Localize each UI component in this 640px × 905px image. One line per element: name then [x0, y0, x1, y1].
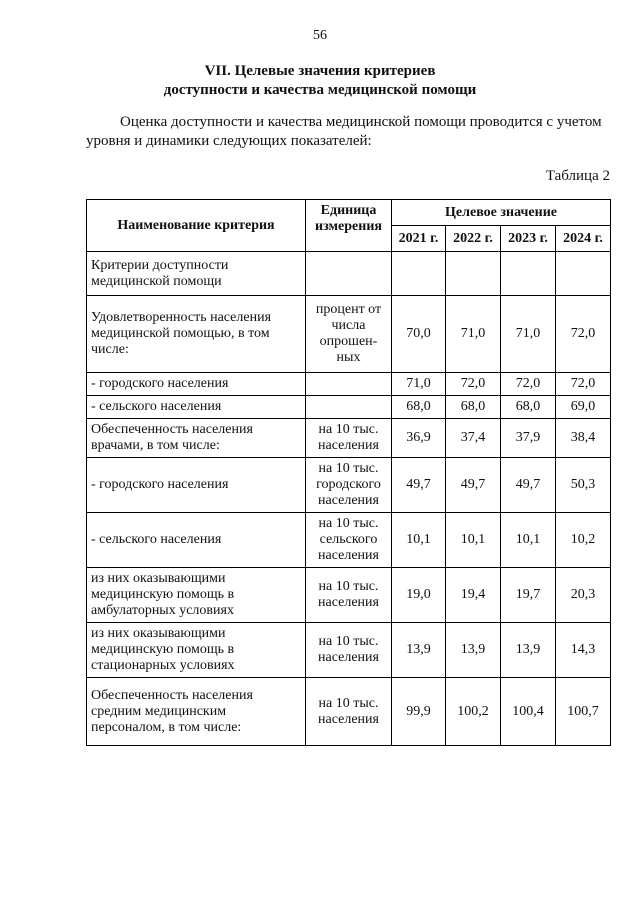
table-row — [87, 678, 611, 746]
value-cell — [446, 252, 501, 296]
criterion-unit: на 10 тыс. населения — [306, 568, 392, 623]
table-row — [87, 419, 611, 458]
criterion-unit — [306, 396, 392, 419]
header-criterion-name: Наименование критерия — [87, 200, 306, 252]
header-year: 2024 г. — [556, 226, 611, 252]
value-cell: 71,0 — [501, 296, 556, 373]
value-cell: 72,0 — [556, 373, 611, 396]
value-cell: 13,9 — [501, 623, 556, 678]
criterion-name: - городского населения — [87, 458, 306, 513]
table-row — [87, 568, 611, 623]
section-title-line-2: доступности и качества медицинской помощи — [163, 82, 477, 98]
criterion-unit: на 10 тыс. населения — [306, 623, 392, 678]
criterion-name: Критерии доступности медицинской помощи — [87, 252, 306, 296]
value-cell: 71,0 — [446, 296, 501, 373]
value-cell: 37,9 — [501, 419, 556, 458]
value-cell — [392, 252, 446, 296]
value-cell: 13,9 — [446, 623, 501, 678]
value-cell: 19,7 — [501, 568, 556, 623]
value-cell: 72,0 — [556, 296, 611, 373]
criteria-table — [86, 199, 611, 746]
value-cell: 10,1 — [446, 513, 501, 568]
value-cell: 10,1 — [392, 513, 446, 568]
page-number: 56 — [313, 28, 327, 43]
value-cell: 69,0 — [556, 396, 611, 419]
value-cell: 50,3 — [556, 458, 611, 513]
section-title — [0, 62, 640, 100]
table-row — [87, 623, 611, 678]
criterion-unit — [306, 373, 392, 396]
value-cell — [501, 252, 556, 296]
table-row — [87, 373, 611, 396]
criterion-unit: на 10 тыс. населения — [306, 419, 392, 458]
value-cell: 72,0 — [501, 373, 556, 396]
value-cell: 13,9 — [392, 623, 446, 678]
criterion-name: - сельского населения — [87, 396, 306, 419]
header-year: 2022 г. — [446, 226, 501, 252]
criterion-name: - городского населения — [87, 373, 306, 396]
section-title-line-1: VII. Целевые значения критериев — [204, 63, 436, 79]
header-target-value: Целевое значение — [392, 200, 611, 226]
value-cell: 68,0 — [392, 396, 446, 419]
value-cell: 71,0 — [392, 373, 446, 396]
value-cell: 100,4 — [501, 678, 556, 746]
criterion-name: - сельского населения — [87, 513, 306, 568]
criterion-unit: процент от числа опрошен-ных — [306, 296, 392, 373]
value-cell: 68,0 — [501, 396, 556, 419]
header-year: 2021 г. — [392, 226, 446, 252]
value-cell: 38,4 — [556, 419, 611, 458]
criterion-unit: на 10 тыс. сельского населения — [306, 513, 392, 568]
value-cell: 19,4 — [446, 568, 501, 623]
value-cell: 72,0 — [446, 373, 501, 396]
value-cell: 37,4 — [446, 419, 501, 458]
value-cell — [556, 252, 611, 296]
value-cell: 20,3 — [556, 568, 611, 623]
header-unit: Единица измерения — [306, 200, 392, 252]
table-row — [87, 296, 611, 373]
value-cell: 36,9 — [392, 419, 446, 458]
criterion-unit — [306, 252, 392, 296]
value-cell: 70,0 — [392, 296, 446, 373]
table-label: Таблица 2 — [545, 168, 610, 184]
header-year: 2023 г. — [501, 226, 556, 252]
value-cell: 10,2 — [556, 513, 611, 568]
table-row — [87, 396, 611, 419]
table-row — [87, 513, 611, 568]
value-cell: 10,1 — [501, 513, 556, 568]
value-cell: 100,2 — [446, 678, 501, 746]
value-cell: 99,9 — [392, 678, 446, 746]
value-cell: 49,7 — [501, 458, 556, 513]
value-cell: 68,0 — [446, 396, 501, 419]
intro-paragraph: Оценка доступности и качества медицинской помощи проводится с учетом уровня и динамики следующих показателей: — [86, 114, 602, 149]
criterion-unit: на 10 тыс. населения — [306, 678, 392, 746]
criterion-unit: на 10 тыс. городского населения — [306, 458, 392, 513]
value-cell: 100,7 — [556, 678, 611, 746]
value-cell: 49,7 — [392, 458, 446, 513]
table-row — [87, 458, 611, 513]
value-cell: 19,0 — [392, 568, 446, 623]
table-row — [87, 252, 611, 296]
value-cell: 14,3 — [556, 623, 611, 678]
value-cell: 49,7 — [446, 458, 501, 513]
criterion-name: из них оказывающими медицинскую помощь в амбулаторных условиях — [87, 568, 306, 623]
criterion-name: из них оказывающими медицинскую помощь в стационарных условиях — [87, 623, 306, 678]
criterion-name: Удовлетворенность населения медицинской помощью, в том числе: — [87, 296, 306, 373]
criterion-name: Обеспеченность населения средним медицинским персоналом, в том числе: — [87, 678, 306, 746]
criterion-name: Обеспеченность населения врачами, в том числе: — [87, 419, 306, 458]
